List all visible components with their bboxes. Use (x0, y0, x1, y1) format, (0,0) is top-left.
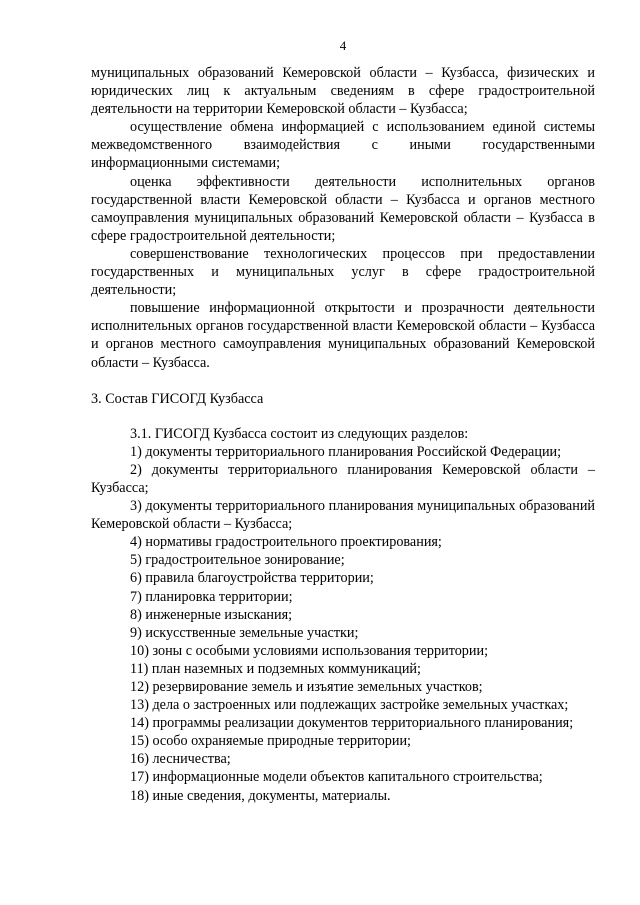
list-item: 13) дела о застроенных или подлежащих застройке земельных участках; (130, 697, 569, 714)
document-body (91, 64, 595, 805)
list-item: 9) искусственные земельные участки; (130, 624, 359, 641)
list-item: 1) документы территориального планирования Российской Федерации; (130, 443, 562, 460)
list-item: 14) программы реализации документов территориального планирования; (130, 715, 574, 732)
list-item: 5) градостроительное зонирование; (130, 552, 345, 569)
list-item: 12) резервирование земель и изъятие земельных участков; (130, 679, 483, 695)
list-item: 7) планировка территории; (130, 588, 293, 605)
paragraph-evaluation: оценка эффективности деятельности исполнительных органов государственной власти Кемеровской области – Кузбасса и органов местного самоуправления муниципальных образований Кемеровской области – Кузбасса в сфере градостроительной деятельности; (91, 173, 595, 244)
section-title: 3. Состав ГИСОГД Кузбасса (91, 390, 264, 407)
paragraph-exchange: осуществление обмена информацией с использованием единой системы межведомственного взаимодействия с иными государственными информационными системами; (91, 119, 595, 172)
list-item: 11) план наземных и подземных коммуникаций; (130, 660, 421, 677)
paragraph-openness: повышение информационной открытости и прозрачности деятельности исполнительных органов государственной власти Кемеровской области – Кузбасса и органов местного самоуправления муниципальных образований Кемеровской области – Кузбасса. (91, 300, 595, 371)
sections-list (91, 443, 595, 805)
list-item: 16) лесничества; (130, 751, 231, 768)
paragraph-continuation: муниципальных образований Кемеровской области – Кузбасса, физических и юридических лиц к актуальным сведениям в сфере градостроительной деятельности на территории Кемеровской области – Кузбасса; (91, 65, 595, 118)
paragraph-improvement: совершенствование технологических процессов при предоставлении государственных и муниципальных услуг в сфере градостроительной деятельности; (91, 245, 595, 299)
list-item: 15) особо охраняемые природные территории; (130, 733, 411, 750)
list-item: 10) зоны с особыми условиями использования территории; (130, 642, 489, 659)
list-item: 4) нормативы градостроительного проектирования; (130, 534, 442, 551)
list-item: 6) правила благоустройства территории; (130, 570, 374, 587)
list-item: 17) информационные модели объектов капитального строительства; (130, 769, 543, 786)
list-item: 2) документы территориального планирования Кемеровской области – Кузбасса; (91, 461, 595, 496)
section-intro: 3.1. ГИСОГД Кузбасса состоит из следующих разделов: (130, 425, 469, 442)
list-item: 18) иные сведения, документы, материалы. (130, 787, 391, 804)
list-item: 3) документы территориального планирования муниципальных образований Кемеровской области – Кузбасса; (91, 498, 595, 533)
list-item: 8) инженерные изыскания; (130, 606, 293, 623)
page-number: 4 (339, 38, 347, 53)
